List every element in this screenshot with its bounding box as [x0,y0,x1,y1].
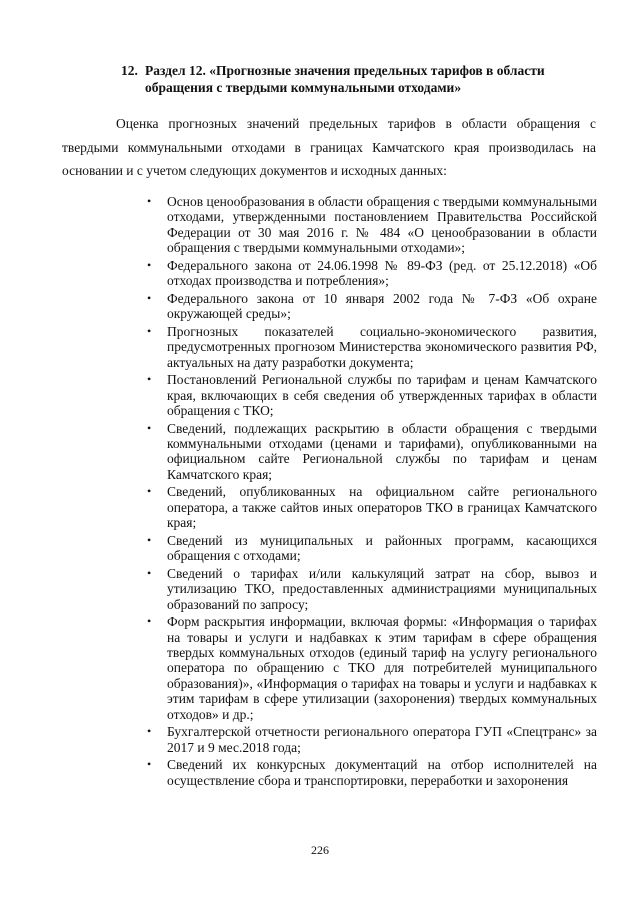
list-item-text: Сведений о тарифах и/или калькуляций затрат на сбор, вывоз и утилизацию ТКО, предоставленных администрациями муниципальных образований по запросу; [167,565,597,612]
bullet-icon: • [147,290,152,305]
page-number: 226 [311,843,329,857]
list-item [147,566,597,612]
bullet-icon: • [147,420,152,435]
list-item-text: Постановлений Региональной службы по тарифам и ценам Камчатского края, включающих в себя сведения об утвержденных тарифах в области обращения с ТКО; [167,372,597,419]
bullet-icon: • [147,484,152,499]
list-item [147,421,597,483]
intro-paragraph: Оценка прогнозных значений предельных тарифов в области обращения с твердыми коммунальными отходами в границах Камчатского края производилась на основании и с учетом следующих документов и исходных данных: [62,116,596,178]
bullet-icon: • [147,194,152,208]
bullet-icon: • [147,372,152,387]
list-item [147,484,597,530]
list-item [147,194,597,256]
list-item-text: Бухгалтерской отчетности регионального оператора ГУП «Спецтранс» за 2017 и 9 мес.2018 года; [167,724,597,755]
bullet-icon: • [147,323,152,338]
list-item-text: Сведений, подлежащих раскрытию в области обращения с твердыми коммунальными отходами (ценами и тарифами), опубликованными на официальном сайте Региональной службы по тарифам и ценам Камчатского края; [167,420,597,482]
bullet-icon: • [147,724,152,739]
bullet-icon: • [147,614,152,629]
list-item [147,614,597,722]
list-item [147,291,597,322]
list-item-text: Форм раскрытия информации, включая формы: «Информация о тарифах на товары и услуги и надбавках к этим тарифам в сфере обращения твердых коммунальных отходов (единый тариф на услугу регионального оператора по обращению с ТКО для потребителей муниципального образования)», «Информация о тарифах на товары и услуги и надбавках к этим тарифам в сфере утилизации (захоронения) твердых коммунальных отходов» и др.; [167,614,597,722]
list-item-text: Федерального закона от 10 января 2002 года № 7-ФЗ «Об охране окружающей среды»; [167,290,597,322]
list-item [147,724,597,755]
list-item-text: Сведений их конкурсных документаций на отбор исполнителей на осуществление сбора и транспортировки, переработки и захоронения [167,757,597,788]
bullet-icon: • [147,757,152,772]
section-heading [121,62,581,96]
list-item-text: Федерального закона от 24.06.1998 № 89-ФЗ (ред. от 25.12.2018) «Об отходах производства и потребления»; [167,257,597,289]
list-item [147,324,597,370]
list-item [147,258,597,289]
list-item-text: Сведений из муниципальных и районных программ, касающихся обращения с отходами; [167,532,597,564]
bullet-icon: • [147,565,152,580]
section-number: 12. [121,63,138,78]
source-documents-list [147,194,597,790]
list-item [147,757,597,788]
section-title: Раздел 12. «Прогнозные значения предельных тарифов в области обращения с твердыми коммунальными отходами» [145,63,545,95]
list-item [147,533,597,564]
list-item [147,372,597,418]
bullet-icon: • [147,257,152,272]
list-item-text: Прогнозных показателей социально-экономического развития, предусмотренных прогнозом Министерства экономического развития РФ, актуальных на дату разработки документа; [167,323,597,370]
list-item-text: Сведений, опубликованных на официальном сайте регионального оператора, а также сайтов иных операторов ТКО в границах Камчатского края; [167,484,597,531]
bullet-icon: • [147,532,152,547]
list-item-text: Основ ценообразования в области обращения с твердыми коммунальными отходами, утвержденными постановлением Правительства Российской Федерации от 30 мая 2016 г. № 484 «О ценообразовании в области обращения с твердыми коммунальными отходами»; [167,194,597,256]
